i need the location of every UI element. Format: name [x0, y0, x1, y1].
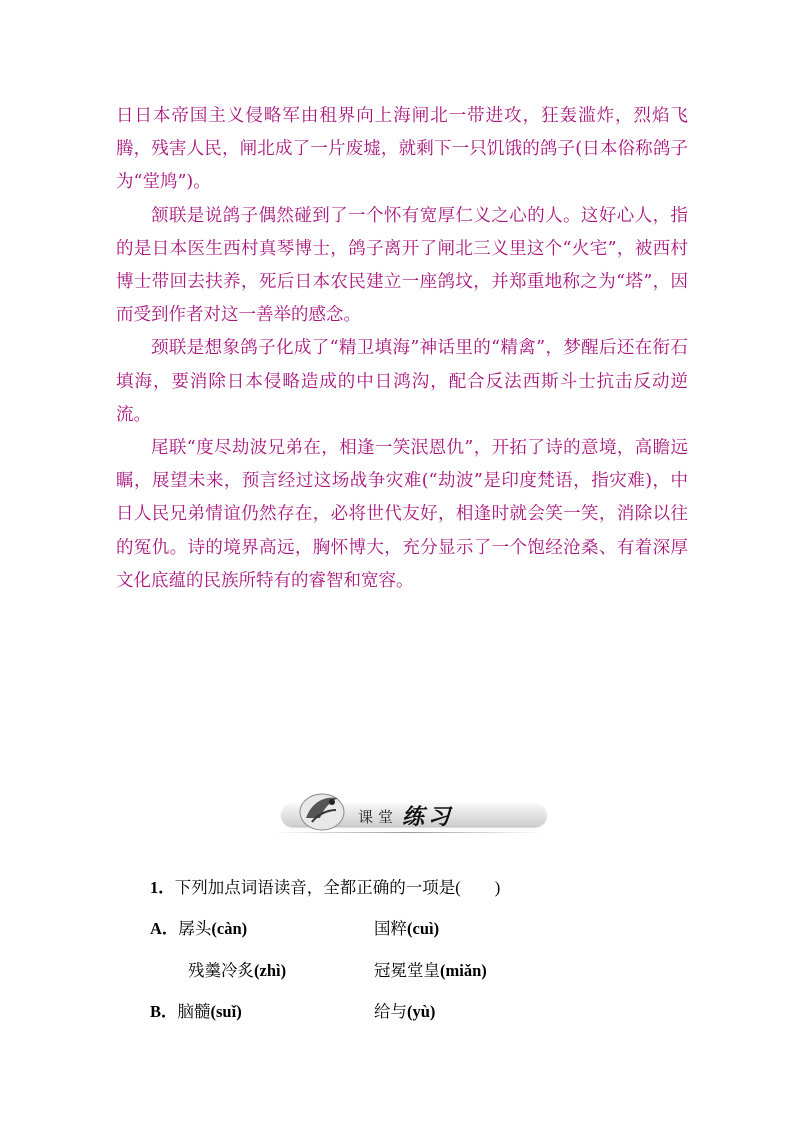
- option-letter-a: A．: [150, 919, 179, 938]
- option-b-word-1: 脑髓: [177, 1002, 211, 1021]
- passage-paragraph-4: 尾联“度尽劫波兄弟在，相逢一笑泯恩仇”，开拓了诗的意境，高瞻远瞩，展望未来，预言经过这场战争灾难(“劫波”是印度梵语，指灾难)，中日人民兄弟情谊仍然存在，必将世代友好，相逢时就会笑一笑，消除以往的冤仇。诗的境界高远，胸怀博大，充分显示了一个饱经沧桑、有着深厚文化底蕴的民族所特有的睿智和宽容。: [116, 438, 688, 591]
- banner-label-small: 课堂: [358, 808, 399, 826]
- option-letter-b: B．: [150, 1002, 178, 1021]
- option-b-word-2: 给与: [374, 1002, 407, 1021]
- passage-paragraph-1: 日日本帝国主义侵略军由租界向上海闸北一带进攻，狂轰滥炸，烈焰飞腾，残害人民，闸北成了一片废墟，就剩下一只饥饿的鸽子(日本俗称鸽子为“堂鸠”)。: [116, 106, 688, 193]
- option-a-word-4: 冠冕堂皇: [374, 961, 440, 980]
- option-a-row-1: [150, 915, 247, 939]
- passage-paragraph-2: 颔联是说鸽子偶然碰到了一个怀有宽厚仁义之心的人。这好心人，指的是日本医生西村真琴博士，鸽子离开了闸北三义里这个“火宅”，被西村博士带回去扶养，死后日本农民建立一座鸽坟，并郑重地称之为“塔”，因而受到作者对这一善举的感念。: [116, 205, 688, 326]
- option-a-pinyin-4: (miǎn): [440, 961, 487, 980]
- passage-paragraph-3: 颈联是想象鸽子化成了“精卫填海”神话里的“精禽”，梦醒后还在衔石填海，要消除日本侵略造成的中日鸿沟，配合反法西斯斗士抗击反动逆流。: [116, 338, 688, 425]
- pen-nib-emblem-icon: [298, 788, 346, 832]
- option-a-pinyin-3: (zhì): [254, 961, 287, 980]
- question-stem-text: 下列加点词语读音，全都正确的一项是(: [174, 878, 461, 897]
- option-a-word-2: 国粹: [374, 919, 407, 938]
- option-b-row-1-item-2: [374, 998, 435, 1022]
- banner-label-big: 练习: [402, 804, 455, 830]
- option-a-pinyin-2: (cuì): [407, 919, 440, 938]
- option-a-pinyin-1: (càn): [211, 919, 248, 938]
- option-b-pinyin-2: (yù): [407, 1002, 436, 1021]
- option-a-row-1-item-2: [374, 915, 439, 939]
- option-b-pinyin-1: (suǐ): [210, 1002, 242, 1021]
- section-banner-class-exercise: [262, 780, 542, 840]
- banner-divider: [272, 832, 542, 833]
- question-number: 1．: [150, 878, 175, 897]
- option-a-word-3: 残羹冷炙: [188, 961, 254, 980]
- passage: [116, 100, 688, 598]
- question-stem-close: ): [494, 878, 501, 897]
- question-1-stem: [150, 874, 500, 898]
- option-a-row-2: [188, 957, 286, 981]
- option-a-row-2-item-4: [374, 957, 487, 981]
- option-a-word-1: 孱头: [178, 919, 212, 938]
- option-b-row-1: [150, 998, 242, 1022]
